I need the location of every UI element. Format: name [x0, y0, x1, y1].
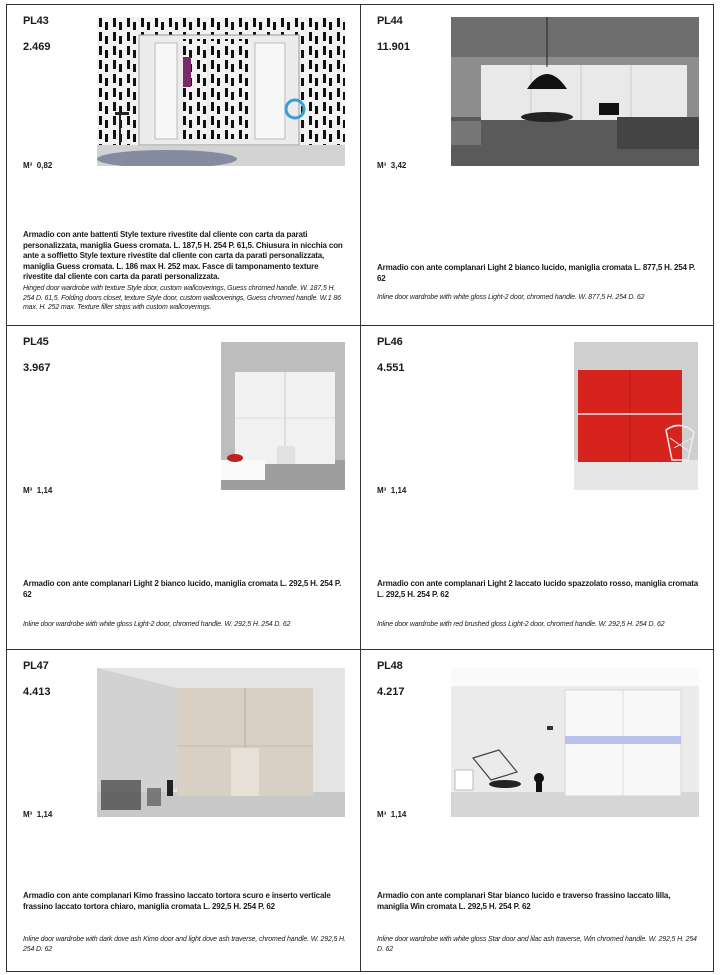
product-photo [97, 17, 345, 166]
description-italian: Armadio con ante complanari Star bianco lucido e traverso frassino laccato lilla, maniglia Win cromata L. 292,5 H. 254 P. 62 [377, 891, 671, 911]
product-volume [377, 486, 406, 495]
volume-label: M³ [23, 810, 33, 819]
volume-value: 3,42 [390, 161, 407, 170]
description-english: Inline door wardrobe with white gloss Star door and lilac ash traverse, Win chromed handle. W. 292,5 H. 254 D. 62 [377, 936, 697, 953]
volume-label: M³ [377, 161, 387, 170]
product-code: PL48 [377, 660, 403, 672]
product-photo [221, 342, 345, 490]
product-volume [377, 161, 406, 170]
description-english: Inline door wardrobe with white gloss Light-2 door, chromed handle. W. 877,5 H. 254 D. 62 [377, 294, 645, 301]
description-english: Inline door wardrobe with white gloss Light-2 door, chromed handle. W. 292,5 H. 254 D. 62 [23, 621, 291, 628]
product-code: PL43 [23, 15, 49, 27]
product-price: 4.217 [377, 686, 405, 698]
product-price: 3.967 [23, 362, 51, 374]
volume-value: 1,14 [36, 486, 53, 495]
product-price: 2.469 [23, 41, 51, 53]
volume-label: M³ [23, 161, 33, 170]
product-code: PL47 [23, 660, 49, 672]
product-card-pl43 [7, 5, 360, 325]
product-code: PL44 [377, 15, 403, 27]
description-english: Inline door wardrobe with dark dove ash Kimo door and light dove ash traverse, chromed handle. W. 292,5 H. 254 D. 62 [23, 936, 346, 953]
description-italian: Armadio con ante complanari Light 2 laccato lucido spazzolato rosso, maniglia cromata L. 292,5 H. 254 P. 62 [377, 579, 699, 599]
product-price: 4.551 [377, 362, 405, 374]
description-italian: Armadio con ante complanari Light 2 bianco lucido, maniglia cromata L. 877,5 H. 254 P. 62 [377, 263, 696, 283]
volume-label: M³ [23, 486, 33, 495]
product-photo [574, 342, 698, 490]
catalog-grid [6, 4, 714, 972]
product-volume [23, 486, 52, 495]
volume-value: 1,14 [36, 810, 53, 819]
volume-value: 1,14 [390, 810, 407, 819]
description-italian: Armadio con ante complanari Light 2 bianco lucido, maniglia cromata L. 292,5 H. 254 P. 62 [23, 579, 342, 599]
product-volume [23, 161, 52, 170]
product-photo [451, 17, 699, 166]
volume-value: 1,14 [390, 486, 407, 495]
product-photo [451, 668, 699, 817]
description-italian: Armadio con ante complanari Kimo frassino laccato tortora scuro e inserto verticale frassino laccato tortora chiaro, maniglia cromata L. 292,5 H. 254 P. 62 [23, 891, 331, 911]
product-card-pl44 [361, 5, 714, 325]
product-code: PL45 [23, 336, 49, 348]
product-volume [377, 810, 406, 819]
product-card-pl46 [361, 326, 714, 649]
description-english: Hinged door wardrobe with texture Style door, custom wallcoverings, Guess chromed handle. W. 187,5 H. 254 D. 61,5. Folding doors closet, texture Style door, custom wallcoverings, Guess chromed handle. W.1 86 max. H. 252 max. Texture filler strips with custom wallcoverings. [23, 285, 341, 311]
product-price: 4.413 [23, 686, 51, 698]
description-english: Inline door wardrobe with red brushed gloss Light-2 door, chromed handle. W. 292,5 H. 254 D. 62 [377, 621, 665, 628]
product-volume [23, 810, 52, 819]
volume-label: M³ [377, 810, 387, 819]
product-card-pl47 [7, 650, 360, 971]
description-italian: Armadio con ante battenti Style texture rivestite dal cliente con carta da parati personalizzata, maniglia Guess cromata. L. 187,5 H. 254 P. 61,5. Chiusura in nicchia con ante a soffietto Style texture rivestite dal cliente con carta da parati personalizzata, maniglia Guess cromata. L. 186 max H. 252 max. Fasce di tamponamento texture rivestite dal cliente con carta da parati personalizzata. [23, 230, 343, 281]
volume-label: M³ [377, 486, 387, 495]
product-code: PL46 [377, 336, 403, 348]
product-photo [97, 668, 345, 817]
product-card-pl45 [7, 326, 360, 649]
volume-value: 0,82 [36, 161, 53, 170]
product-card-pl48 [361, 650, 714, 971]
product-price: 11.901 [377, 41, 411, 53]
